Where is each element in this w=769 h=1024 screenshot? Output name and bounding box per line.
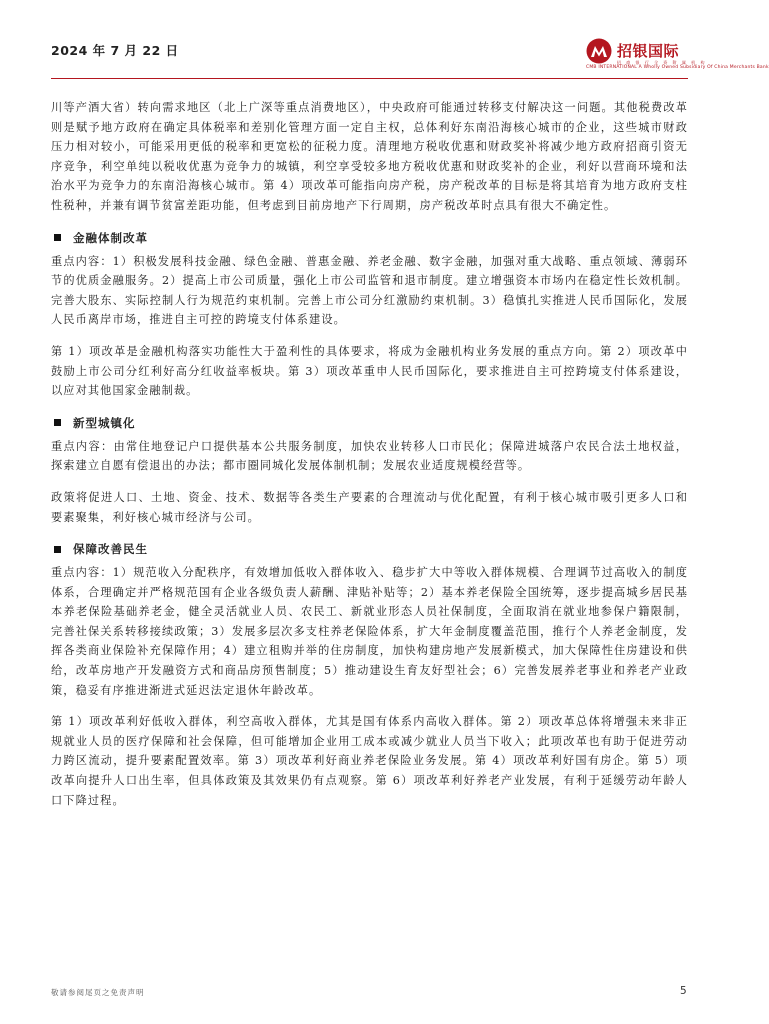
cmbi-logo-icon xyxy=(586,38,612,64)
logo-tagline: A Wholly Owned Subsidiary Of China Merchants Bank xyxy=(638,65,769,70)
logo-english-brand: CMB INTERNATIONAL xyxy=(586,65,638,70)
section-title: 新型城镇化 xyxy=(73,415,136,430)
logo-english-name xyxy=(586,65,769,70)
page-number: 5 xyxy=(680,985,687,997)
square-bullet-icon xyxy=(54,234,61,241)
section-key-points: 重点内容：1）积极发展科技金融、绿色金融、普惠金融、养老金融、数字金融，加强对重大战略、重点领域、薄弱环节的优质金融服务。2）提高上市公司质量，强化上市公司监管和退市制度。建立增强资本市场内在稳定性长效机制。完善大股东、实际控制人行为规范约束机制。完善上市公司分红激励约束机制。3）稳慎扎实推进人民币国际化，发展人民币离岸市场，推进自主可控的跨境支付体系建设。 xyxy=(51,254,688,327)
intro-paragraph: 川等产酒大省）转向需求地区（北上广深等重点消费地区），中央政府可能通过转移支付解决这一问题。其他税费改革则是赋予地方政府在确定具体税率和差别化管理方面一定自主权，总体利好东南沿海核心城市的企业，这些城市财政压力相对较小，可能采用更低的税率和更宽松的征税力度。清理地方税收优惠和财政奖补将减少地方政府招商引资无序竞争，利空单纯以税收优惠为竞争力的城镇，利空享受较多地方税收优惠和财政奖补的企业，利好以营商环境和法治水平为竞争力的东南沿海核心城市。第 4）项改革可能指向房产税，房产税改革的目标是将其培育为地方政府支柱性税种，并兼有调节贫富差距功能，但考虑到目前房地产下行周期，房产税改革时点具有很大不确定性。 xyxy=(51,101,688,212)
section-analysis: 第 1）项改革利好低收入群体，利空高收入群体，尤其是国有体系内高收入群体。第 2）项改革总体将增强未来非正规就业人员的医疗保障和社会保障，但可能增加企业用工成本或减少就业人员当下收入；此项改革也有助于促进劳动力跨区流动，提升要素配置效率。第 3）项改革利好商业养老保险业务发展。第 4）项改革利好国有房企。第 5）项改革向提升人口出生率，但具体政策及其效果仍有点观察。第 6）项改革利好养老产业发展，有利于延缓劳动年龄人口下降过程。 xyxy=(51,715,688,807)
report-date: 2024 年 7 月 22 日 xyxy=(51,43,179,58)
footer-disclaimer: 敬请参阅尾页之免责声明 xyxy=(51,988,145,997)
section-heading-livelihood xyxy=(51,539,688,559)
square-bullet-icon xyxy=(54,419,61,426)
header-divider xyxy=(51,78,688,79)
section-analysis: 政策将促进人口、土地、资金、技术、数据等各类生产要素的合理流动与优化配置，有利于核心城市吸引更多人口和要素聚集，利好核心城市经济与公司。 xyxy=(51,490,688,524)
logo-chinese-name: 招银国际 xyxy=(617,42,680,60)
section-analysis: 第 1）项改革是金融机构落实功能性大于盈利性的具体要求，将成为金融机构业务发展的重点方向。第 2）项改革中鼓励上市公司分红利好高分红收益率板块。第 3）项改革重申人民币国际化，要求推进自主可控跨境支付体系建设，以应对其他国家金融制裁。 xyxy=(51,344,688,398)
section-title: 金融体制改革 xyxy=(73,230,148,245)
square-bullet-icon xyxy=(54,546,61,553)
cmbi-logo xyxy=(586,36,769,78)
section-key-points: 重点内容：由常住地登记户口提供基本公共服务制度，加快农业转移人口市民化；保障进城落户农民合法土地权益，探索建立自愿有偿退出的办法；都市圈同城化发展体制机制；发展农业适度规模经营等。 xyxy=(51,439,688,473)
section-key-points: 重点内容：1）规范收入分配秩序，有效增加低收入群体收入、稳步扩大中等收入群体规模、合理调节过高收入的制度体系，合理确定并严格规范国有企业各级负责人薪酬、津贴补贴等；2）基本养老保险全国统筹，逐步提高城乡居民基本养老保险基础养老金，健全灵活就业人员、农民工、新就业形态人员社保制度，全面取消在就业地参保户籍限制，完善社保关系转移接续政策；3）发展多层次多支柱养老保险体系，扩大年金制度覆盖范围，推行个人养老金制度，发挥各类商业保险补充保障作用；4）建立租购并举的住房制度，加快构建房地产发展新模式，加大保障性住房建设和供给，改革房地产开发融资方式和商品房预售制度；5）推动建设生育友好型社会；6）完善发展养老事业和养老产业政策，稳妥有序推进渐进式延迟法定退休年龄改革。 xyxy=(51,566,688,697)
section-heading-urbanization xyxy=(51,413,688,433)
report-body xyxy=(51,98,688,810)
section-title: 保障改善民生 xyxy=(73,542,148,557)
section-heading-finance xyxy=(51,228,688,248)
logo-subtitle: 招 商 银 行 全 资 附 属 机 构 xyxy=(617,60,707,65)
